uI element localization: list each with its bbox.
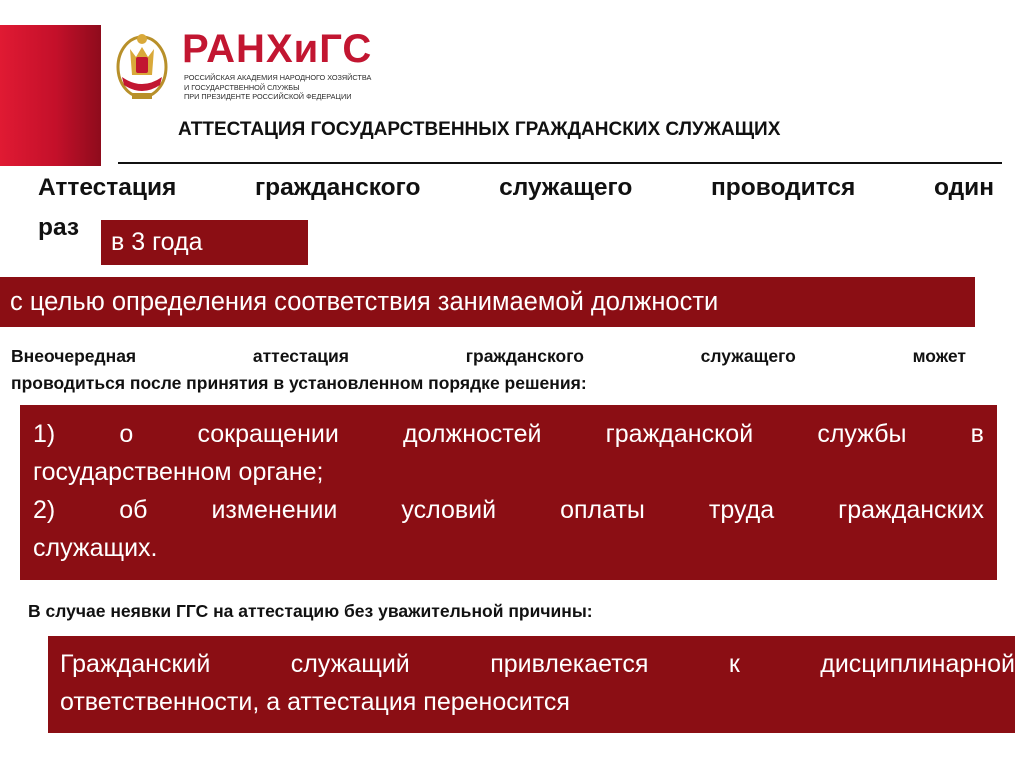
reason-item-line [33,415,984,453]
reasons-list [20,405,997,580]
logo-subtitle [184,73,372,102]
coat-of-arms-icon [114,27,170,105]
reason-item-line: служащих. [33,534,158,562]
reason-word: службы [817,420,907,448]
absence-case-text: В случае неявки ГГС на аттестацию без уважительной причины: [28,601,593,621]
extra-word: гражданского [465,346,584,366]
reason-word: гражданских [838,496,984,524]
extra-word: может [912,346,966,366]
statement-word: служащего [499,174,633,201]
extra-word: служащего [700,346,796,366]
reason-word: гражданской [605,420,754,448]
reason-word: условий [401,496,497,524]
reason-item-line: государственном органе; [33,458,324,486]
extra-word: Внеочередная [11,346,137,366]
consequence-word: Гражданский [60,650,211,678]
statement-word: гражданского [254,174,421,201]
consequence-word: дисциплинарной [820,650,1015,678]
slide-title: АТТЕСТАЦИЯ ГОСУДАРСТВЕННЫХ ГРАЖДАНСКИХ СЛУЖАЩИХ [178,119,781,140]
logo-subtitle-line: ПРИ ПРЕЗИДЕНТЕ РОССИЙСКОЙ ФЕДЕРАЦИИ [184,92,352,101]
reason-word: труда [708,496,775,524]
reason-word: 1) [33,420,56,448]
statement-word: Аттестация [38,174,177,201]
reason-word: сокращении [197,420,339,448]
consequence-word: к [728,650,740,678]
extraordinary-attestation-text [11,343,966,397]
corner-accent-band [0,25,101,166]
reason-word: в [970,420,984,448]
reason-word: об [119,496,148,524]
period-highlight: в 3 года [101,220,308,265]
reason-word: должностей [402,420,542,448]
consequence-line [60,645,1015,683]
logo-subtitle-line: РОССИЙСКАЯ АКАДЕМИЯ НАРОДНОГО ХОЗЯЙСТВА [184,73,372,82]
reason-item-line [33,491,984,529]
extra-line [11,343,966,370]
statement-line [38,168,994,208]
consequence-line: ответственности, а аттестация переносится [60,688,570,716]
purpose-highlight: с целью определения соответствия занимаемой должности [0,277,975,327]
ranepa-logo [114,27,373,107]
extra-word: аттестация [252,346,349,366]
consequence-word: служащий [290,650,410,678]
consequence-highlight [48,636,1015,733]
statement-line: раз [38,214,80,241]
logo-abbreviation: РАНХиГС [182,27,373,71]
extra-line: проводиться после принятия в установленном порядке решения: [11,373,587,393]
reason-word: о [119,420,134,448]
reason-word: оплаты [560,496,645,524]
title-divider [118,162,1002,164]
reason-word: 2) [33,496,56,524]
statement-word: проводится [710,174,856,201]
reason-word: изменении [211,496,338,524]
consequence-word: привлекается [490,650,649,678]
statement-word: один [933,174,994,201]
logo-subtitle-line: И ГОСУДАРСТВЕННОЙ СЛУЖБЫ [184,82,300,92]
